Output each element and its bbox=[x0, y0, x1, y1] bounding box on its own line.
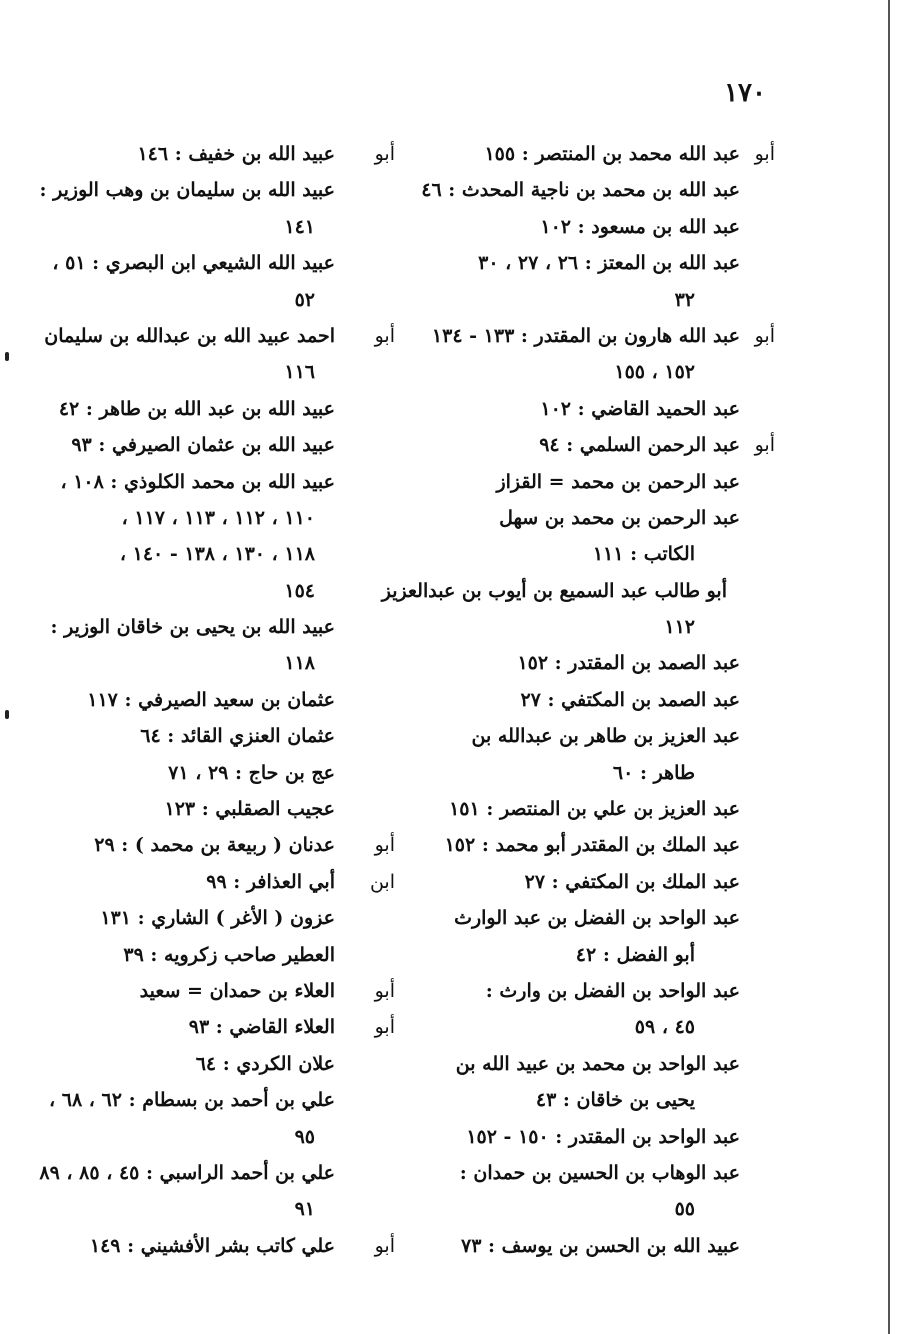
index-entry-line bbox=[44, 318, 395, 354]
entry-text: ٩١ bbox=[294, 1198, 315, 1221]
entry-text: عبد الرحمن بن محمد = القزاز bbox=[496, 470, 740, 493]
entry-prefix: أبو bbox=[754, 324, 775, 347]
entry-text: عدنان ( ربيعة بن محمد ) : ٢٩ bbox=[94, 834, 335, 857]
index-entry-line bbox=[430, 354, 775, 390]
entry-text: عبيد الله بن خفيف : ١٤٦ bbox=[137, 143, 335, 165]
entry-text: عج بن حاج : ٢٩ ، ٧١ bbox=[168, 761, 335, 784]
index-entry-line bbox=[50, 609, 395, 645]
entry-text: ١٥٢ ، ١٥٥ bbox=[614, 361, 695, 384]
entry-text: عبد الحميد القاضي : ١٠٢ bbox=[540, 397, 740, 420]
entry-text: عبد الملك بن المقتدر أبو محمد : ١٥٢ bbox=[444, 834, 740, 857]
index-entry-line bbox=[421, 172, 775, 208]
index-entry-line bbox=[430, 1082, 775, 1118]
entry-text: علي كاتب بشر الأفشيني : ١٤٩ bbox=[89, 1234, 335, 1257]
index-entry-line bbox=[50, 791, 395, 827]
entry-prefix: أبو bbox=[374, 1016, 395, 1039]
index-entry-line bbox=[50, 536, 395, 572]
index-entry-line bbox=[430, 1119, 775, 1155]
page-number: ١٧٠ bbox=[724, 78, 766, 108]
left-column bbox=[39, 136, 395, 1264]
index-entry-line bbox=[50, 1191, 395, 1227]
entry-text: عزون ( الأغر ) الشاري : ١٣١ bbox=[100, 907, 335, 930]
entry-text: عبد الواحد بن محمد بن عبيد الله بن bbox=[455, 1052, 740, 1075]
entry-text: عبد الرحمن بن محمد بن سهل bbox=[499, 506, 740, 529]
entry-text: عثمان بن سعيد الصيرفي : ١١٧ bbox=[87, 688, 335, 711]
index-entry-line bbox=[430, 1191, 775, 1227]
index-entry-line bbox=[430, 282, 775, 318]
index-entry-line bbox=[430, 900, 775, 936]
entry-text: علي بن أحمد الراسبي : ٤٥ ، ٨٥ ، ٨٩ bbox=[39, 1161, 335, 1184]
index-entry-line bbox=[50, 1228, 395, 1264]
index-entry-line bbox=[50, 427, 395, 463]
entry-prefix: ابن bbox=[369, 870, 395, 893]
entry-text: عبد الله بن مسعود : ١٠٢ bbox=[540, 215, 740, 238]
entry-text: ١١٨ ، ١٣٠ ، ١٣٨ - ١٤٠ ، bbox=[119, 543, 315, 566]
index-entry-line bbox=[50, 282, 395, 318]
index-entry-line bbox=[39, 172, 395, 208]
index-entry-line bbox=[50, 682, 395, 718]
entry-text: العطير صاحب زكرويه : ٣٩ bbox=[123, 943, 335, 966]
index-entry-line bbox=[430, 391, 775, 427]
index-entry-line bbox=[50, 900, 395, 936]
index-entry-line bbox=[50, 573, 395, 609]
index-entry-line bbox=[430, 682, 775, 718]
entry-text: عبد الواحد بن الفضل بن عبد الوارث bbox=[454, 907, 740, 930]
entry-text: عبيد الله بن سليمان بن وهب الوزير : bbox=[39, 179, 335, 202]
index-entry-line bbox=[50, 209, 395, 245]
entry-text: ١١٦ bbox=[284, 361, 315, 384]
entry-text: العلاء بن حمدان = سعيد bbox=[139, 979, 335, 1002]
entry-prefix: أبو bbox=[374, 143, 395, 165]
index-entry-line bbox=[50, 937, 395, 973]
index-entry-line bbox=[39, 1155, 395, 1191]
index-entry-line bbox=[430, 209, 775, 245]
index-entry-line bbox=[50, 1046, 395, 1082]
entry-text: عبد العزيز بن علي بن المنتصر : ١٥١ bbox=[449, 798, 740, 821]
index-entry-line bbox=[430, 1046, 775, 1082]
entry-text: الكاتب : ١١١ bbox=[592, 543, 695, 566]
entry-text: عبد الملك بن المكتفي : ٢٧ bbox=[524, 870, 740, 893]
entry-prefix: أبو bbox=[374, 979, 395, 1002]
index-entry-line bbox=[50, 755, 395, 791]
entry-text: عبيد الله بن يحيى بن خاقان الوزير : bbox=[50, 616, 335, 639]
entry-text: أبو طالب عبد السميع بن أيوب بن عبدالعزيز bbox=[381, 579, 727, 602]
index-entry-line bbox=[430, 973, 775, 1009]
entry-prefix: أبو bbox=[374, 1234, 395, 1257]
entry-prefix: أبو bbox=[374, 324, 395, 347]
entry-text: عبد الله بن محمد بن ناجية المحدث : ٤٦ bbox=[421, 179, 740, 202]
entry-text: عبد الصمد بن المقتدر : ١٥٢ bbox=[517, 652, 740, 675]
entry-text: عبد الله بن المعتز : ٢٦ ، ٢٧ ، ٣٠ bbox=[478, 252, 740, 275]
entry-text: عبد الله محمد بن المنتصر : ١٥٥ bbox=[484, 143, 740, 165]
entry-text: ١١٠ ، ١١٢ ، ١١٣ ، ١١٧ ، bbox=[121, 506, 315, 529]
entry-text: ١٥٤ bbox=[284, 579, 315, 602]
entry-text: عبد الله هارون بن المقتدر : ١٣٣ - ١٣٤ bbox=[431, 324, 740, 347]
index-entry-line bbox=[430, 136, 775, 172]
entry-text: يحيى بن خاقان : ٤٣ bbox=[535, 1089, 695, 1112]
entry-text: عبيد الله بن الحسن بن يوسف : ٧٣ bbox=[461, 1234, 740, 1257]
entry-text: ١١٢ bbox=[664, 616, 695, 639]
index-entry-line bbox=[50, 718, 395, 754]
index-entry-line bbox=[50, 1082, 395, 1118]
index-entry-line bbox=[50, 464, 395, 500]
index-entry-line bbox=[50, 245, 395, 281]
entry-text: عبد الرحمن السلمي : ٩٤ bbox=[539, 434, 740, 457]
index-entry-line bbox=[50, 1119, 395, 1155]
entry-text: عبد الصمد بن المكتفي : ٢٧ bbox=[520, 688, 740, 711]
index-entry-line bbox=[50, 136, 395, 172]
entry-text: عثمان العنزي القائد : ٦٤ bbox=[140, 725, 335, 748]
entry-text: ٣٢ bbox=[674, 288, 695, 311]
entry-text: أبي العذافر : ٩٩ bbox=[206, 870, 335, 893]
index-entry-line bbox=[430, 791, 775, 827]
entry-text: عبد العزيز بن طاهر بن عبدالله بن bbox=[471, 725, 740, 748]
index-entry-line bbox=[430, 1009, 775, 1045]
entry-text: ٤٥ ، ٥٩ bbox=[634, 1016, 695, 1039]
index-entry-line bbox=[430, 864, 775, 900]
entry-text: ١١٨ bbox=[284, 652, 315, 675]
entry-text: عبيد الله الشيعي ابن البصري : ٥١ ، bbox=[52, 252, 335, 275]
margin-mark bbox=[5, 710, 9, 719]
entry-prefix: أبو bbox=[374, 834, 395, 857]
entry-text: عبد الواحد بن الفضل بن وارث : bbox=[485, 979, 740, 1002]
index-entry-line bbox=[381, 573, 775, 609]
entry-text: عبيد الله بن عبد الله بن طاهر : ٤٢ bbox=[58, 397, 335, 420]
index-entry-line bbox=[430, 1228, 775, 1264]
index-entry-line bbox=[430, 500, 775, 536]
entry-prefix: أبو bbox=[754, 434, 775, 457]
index-entry-line bbox=[50, 1009, 395, 1045]
index-entry-line bbox=[430, 718, 775, 754]
index-entry-line bbox=[50, 864, 395, 900]
index-entry-line bbox=[50, 354, 395, 390]
index-entry-line bbox=[430, 645, 775, 681]
entry-prefix: أبو bbox=[754, 143, 775, 165]
entry-text: ٩٥ bbox=[294, 1125, 315, 1148]
index-entry-line bbox=[430, 245, 775, 281]
entry-text: علان الكردي : ٦٤ bbox=[195, 1052, 335, 1075]
entry-text: أبو الفضل : ٤٢ bbox=[575, 943, 695, 966]
entry-text: ٥٢ bbox=[294, 288, 315, 311]
page-edge bbox=[888, 0, 890, 1334]
entry-text: ١٤١ bbox=[284, 215, 315, 238]
index-entry-line bbox=[430, 536, 775, 572]
entry-text: عبد الوهاب بن الحسين بن حمدان : bbox=[459, 1161, 740, 1184]
index-entry-line bbox=[50, 391, 395, 427]
index-entry-line bbox=[50, 645, 395, 681]
entry-text: عجيب الصقلبي : ١٢٣ bbox=[164, 798, 335, 821]
entry-text: عبيد الله بن محمد الكلوذي : ١٠٨ ، bbox=[60, 470, 335, 493]
index-entry-line bbox=[430, 464, 775, 500]
index-entry-line bbox=[430, 1155, 775, 1191]
index-entry-line bbox=[50, 827, 395, 863]
index-entry-line bbox=[430, 609, 775, 645]
index-entry-line bbox=[430, 427, 775, 463]
index-entry-line bbox=[50, 973, 395, 1009]
index-entry-line bbox=[430, 937, 775, 973]
entry-text: طاهر : ٦٠ bbox=[612, 761, 695, 784]
margin-mark bbox=[5, 352, 9, 361]
index-entry-line bbox=[430, 318, 775, 354]
entry-text: عبد الواحد بن المقتدر : ١٥٠ - ١٥٢ bbox=[466, 1125, 740, 1148]
entry-text: العلاء القاضي : ٩٣ bbox=[188, 1016, 335, 1039]
index-entry-line bbox=[430, 827, 775, 863]
entry-text: احمد عبيد الله بن عبدالله بن سليمان bbox=[44, 324, 335, 347]
entry-text: علي بن أحمد بن بسطام : ٦٢ ، ٦٨ ، bbox=[49, 1089, 335, 1112]
index-entry-line bbox=[430, 755, 775, 791]
entry-text: عبيد الله بن عثمان الصيرفي : ٩٣ bbox=[71, 434, 335, 457]
index-entry-line bbox=[50, 500, 395, 536]
entry-text: ٥٥ bbox=[674, 1198, 695, 1221]
